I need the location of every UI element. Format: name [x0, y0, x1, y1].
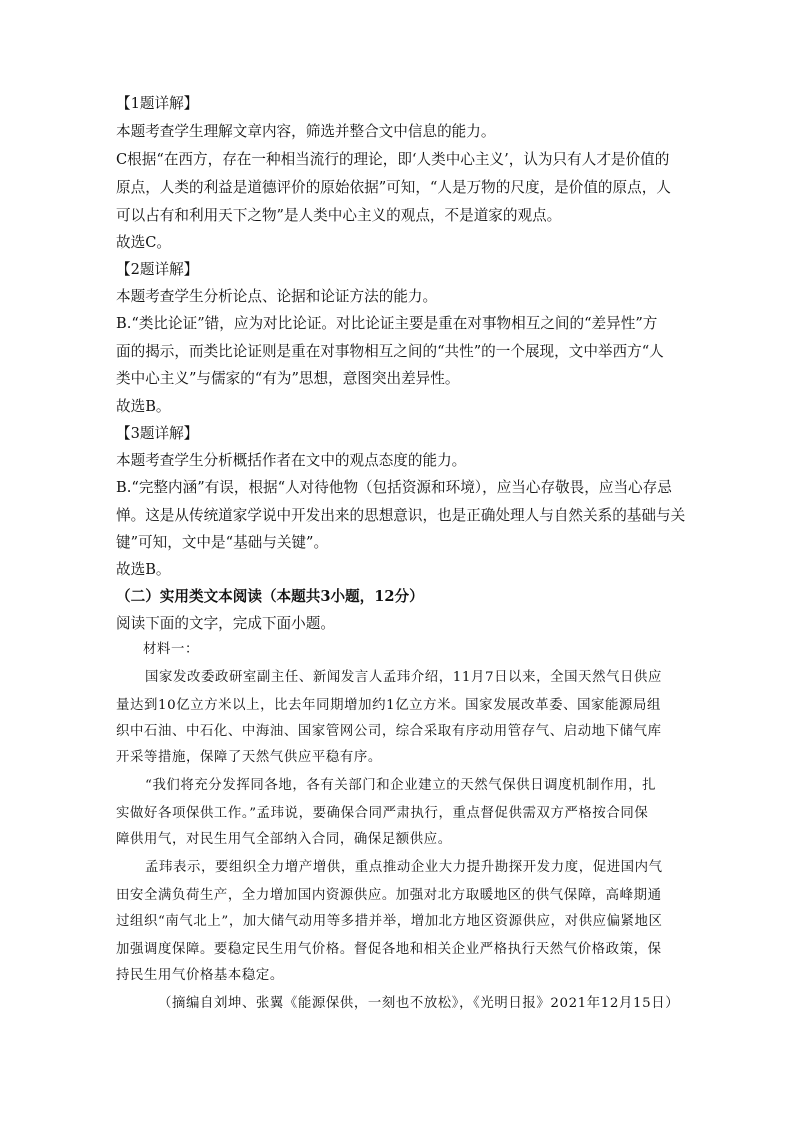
q1-intro: 本题考查学生理解文章内容，筛选并整合文中信息的能力。 [116, 123, 496, 140]
material-para1-line-2: 量达到10亿立方米以上，比去年同期增加约1亿立方米。国家发展改革委、国家能源局组 [116, 698, 662, 713]
q3-intro: 本题考查学生分析概括作者在文中的观点态度的能力。 [116, 452, 467, 469]
q3-analysis-line-2: 惮。这是从传统道家学说中开发出来的思想意识，也是正确处理人与自然关系的基础与关 [116, 507, 686, 524]
q2-intro: 本题考查学生分析论点、论据和论证方法的能力。 [116, 288, 438, 305]
material-para1-line-3: 织中石油、中石化、中海油、国家管网公司，综合采取有序动用管存气、启动地下储气库 [116, 724, 662, 739]
section-title: （二）实用类文本阅读（本题共3小题，12分） [116, 588, 424, 605]
q3-analysis-line-1: B.“完整内涵”有误，根据“人对待他物（包括资源和环境），应当心存敬畏，应当心存忌 [116, 479, 672, 496]
material-para1-line-1: 国家发改委政研室副主任、新闻发言人孟玮介绍，11月7日以来，全国天然气日供应 [145, 670, 663, 685]
q1-analysis-line-1: C根据“在西方，存在一种相当流行的理论，即‘人类中心主义’，认为只有人才是价值的 [116, 151, 670, 168]
material-para3-line-1: 孟玮表示，要组织全力增产增供，重点推动企业大力提升勘探开发力度，促进国内气 [145, 860, 663, 875]
q2-analysis-line-3: 类中心主义”与儒家的“有为”思想，意图突出差异性。 [116, 370, 460, 387]
q1-analysis-line-2: 原点，人类的利益是道德评价的原始依据”可知，“人是万物的尺度，是价值的原点，人 [116, 179, 671, 196]
material-para3-line-2: 田安全满负荷生产，全力增加国内资源供应。加强对北方取暖地区的供气保障，高峰期通 [116, 888, 662, 903]
material-para2-line-1: “我们将充分发挥同各地，各有关部门和企业建立的天然气保供日调度机制作用，扎 [145, 778, 657, 793]
section-instruction: 阅读下面的文字，完成下面小题。 [116, 615, 335, 632]
q2-answer: 故选B。 [116, 398, 171, 415]
material-label: 材料一： [143, 642, 199, 657]
q2-analysis-line-1: B.“类比论证”错，应为对比论证。对比论证主要是重在对事物相互之间的“差异性”方 [116, 315, 658, 332]
material-para1-line-4: 开采等措施，保障了天然气供应平稳有序。 [116, 750, 382, 765]
q1-heading: 【1题详解】 [116, 95, 199, 112]
q3-answer: 故选B。 [116, 561, 171, 578]
q3-heading: 【3题详解】 [116, 425, 199, 442]
material-para3-line-5: 持民生用气价格基本稳定。 [116, 968, 284, 983]
q2-heading: 【2题详解】 [116, 261, 199, 278]
q2-analysis-line-2: 面的揭示，而类比论证则是重在对事物相互之间的“共性”的一个展现，文中举西方“人 [116, 343, 664, 360]
q1-answer: 故选C。 [116, 234, 171, 251]
material-para3-line-3: 过组织“南气北上”，加大储气动用等多措并举，增加北方地区资源供应，对供应偏紧地区 [116, 914, 663, 929]
q3-analysis-line-3: 键”可知，文中是“基础与关键”。 [116, 534, 329, 551]
material-para2-line-3: 障供用气，对民生用气全部纳入合同，确保足额供应。 [116, 832, 452, 847]
material-source: （摘编自刘坤、张翼《能源保供，一刻也不放松》，《光明日报》2021年12月15日） [158, 996, 680, 1011]
q1-analysis-line-3: 可以占有和利用天下之物”是人类中心主义的观点，不是道家的观点。 [116, 207, 562, 224]
material-para2-line-2: 实做好各项保供工作。”孟玮说，要确保合同严肃执行，重点督促供需双方严格按合同保 [116, 806, 649, 821]
material-para3-line-4: 加强调度保障。要稳定民生用气价格。督促各地和相关企业严格执行天然气价格政策，保 [116, 942, 662, 957]
